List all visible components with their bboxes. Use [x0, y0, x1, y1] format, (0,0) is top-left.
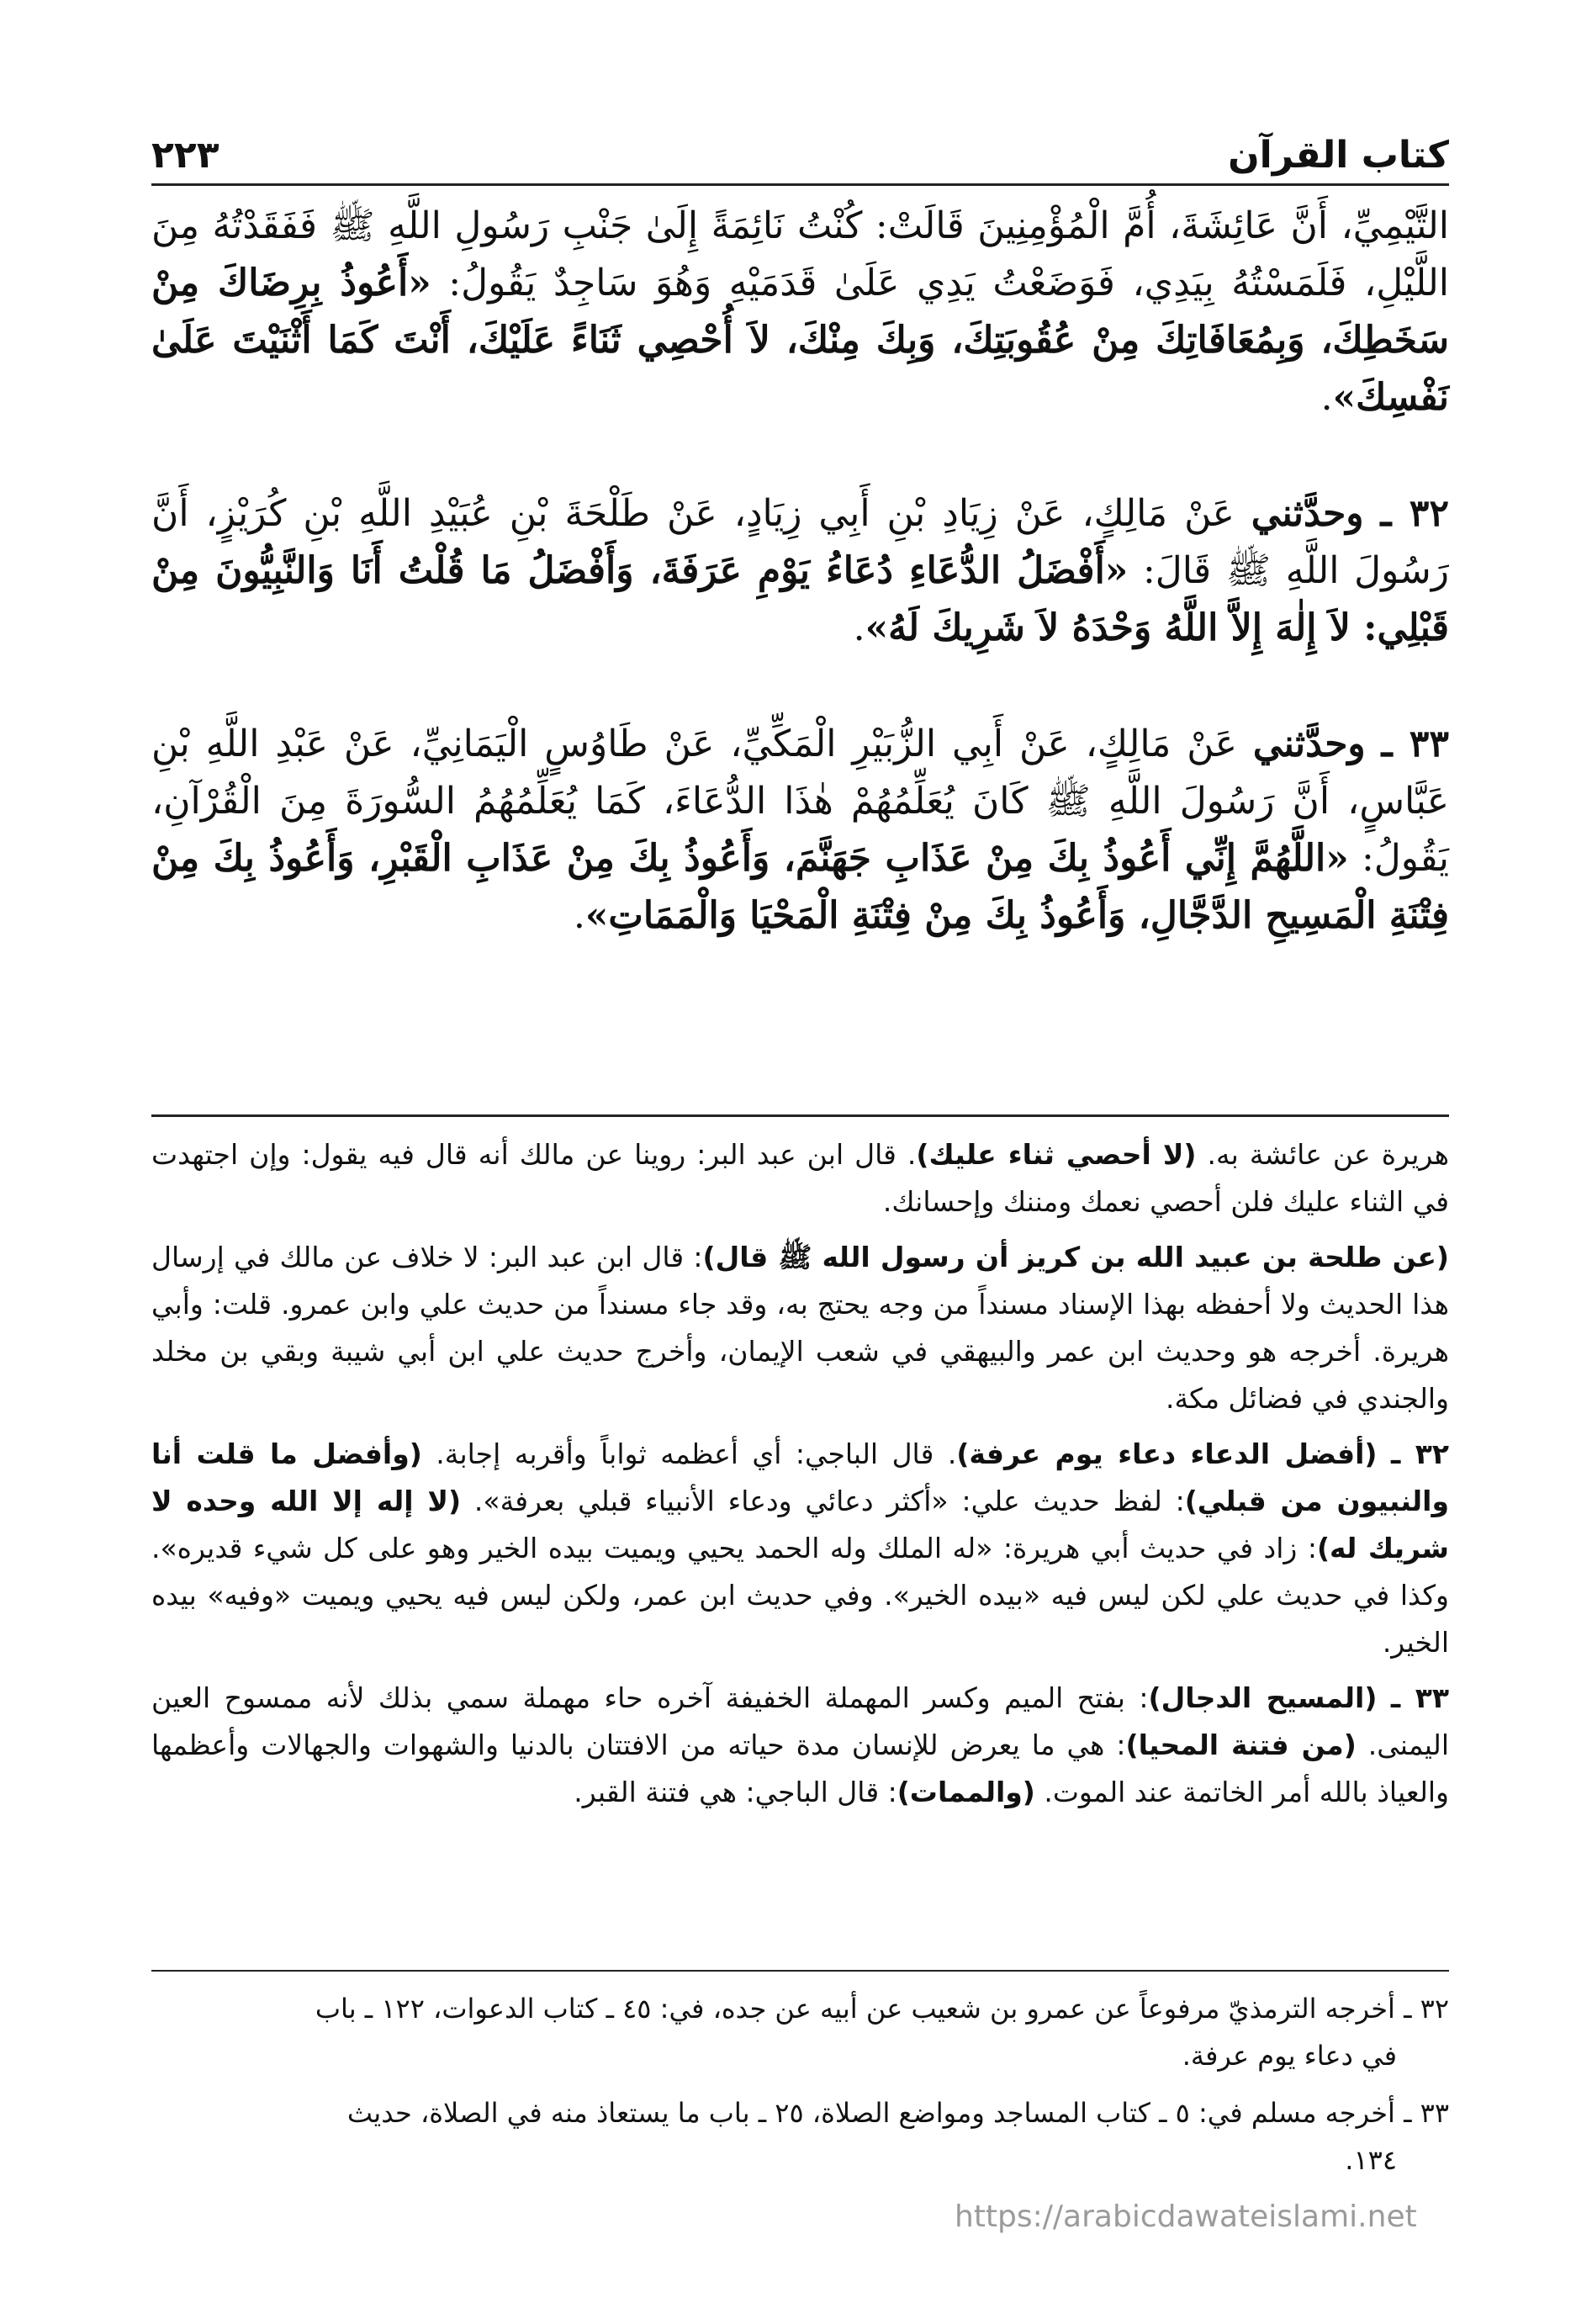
commentary-rule: [151, 1114, 1449, 1117]
hadith-paragraph: التَّيْمِيِّ، أَنَّ عَائِشَةَ، أُمَّ الْمُؤْمِنِينَ قَالَتْ: كُنْتُ نَائِمَةً إِلَىٰ جَنْبِ رَسُولِ اللَّهِ ﷺ فَفَقَدْتُهُ مِنَ اللَّيْلِ، فَلَمَسْتُهُ بِيَدِي، فَوَضَعْتُ يَدِي عَلَىٰ قَدَمَيْهِ وَهُوَ سَاجِدٌ يَقُولُ: «أَعُوذُ بِرِضَاكَ مِنْ سَخَطِكَ، وَبِمُعَافَاتِكَ مِنْ عُقُوبَتِكَ، وَبِكَ مِنْكَ، لاَ أُحْصِي ثَنَاءً عَلَيْكَ، أَنْتَ كَمَا أَثْنَيْتَ عَلَىٰ نَفْسِكَ».: [151, 204, 1450, 419]
commentary-paragraph: ٣٣ ـ (المسيح الدجال): بفتح الميم وكسر المهملة الخفيفة آخره حاء مهملة سمي بذلك لأنه ممسوح العين اليمنى. (من فتنة المحيا): هي ما يعرض للإنسان مدة حياته من الافتتان بالدنيا والشهوات والجهالات وأعظمها والعياذ بالله أمر الخاتمة عند الموت. (والممات): قال الباجي: هي فتنة القبر.: [151, 1681, 1449, 1808]
watermark-url: https://arabicdawateislami.net: [955, 2200, 1417, 2234]
running-title: كتاب القرآن: [1228, 134, 1449, 177]
footnote-rule: [151, 1970, 1449, 1972]
footnote: ٣٣ ـ أخرجه مسلم في: ٥ ـ كتاب المساجد ومواضع الصلاة، ٢٥ ـ باب ما يستعاذ منه في الصلاة، حديث ١٣٤.: [346, 2097, 1449, 2176]
hadith-paragraph: ٣٢ ـ وحدَّثني عَنْ مَالِكٍ، عَنْ زِيَادِ بْنِ أَبِي زِيَادٍ، عَنْ طَلْحَةَ بْنِ عُبَيْدِ اللَّهِ بْنِ كُرَيْزٍ، أَنَّ رَسُولَ اللَّهِ ﷺ قَالَ: «أَفْضَلُ الدُّعَاءِ دُعَاءُ يَوْمِ عَرَفَةَ، وَأَفْضَلُ مَا قُلْتُ أَنَا وَالنَّبِيُّونَ مِنْ قَبْلِي: لاَ إِلٰهَ إِلاَّ اللَّهُ وَحْدَهُ لاَ شَرِيكَ لَهُ».: [151, 492, 1449, 649]
commentary-paragraph: ٣٢ ـ (أفضل الدعاء دعاء يوم عرفة). قال الباجي: أي أعظمه ثواباً وأقربه إجابة. (وأفضل ما قلت أنا والنبيون من قبلي): لفظ حديث علي: «أكثر دعائي ودعاء الأنبياء قبلي بعرفة». (لا إله إلا الله وحده لا شريك له): زاد في حديث أبي هريرة: «له الملك وله الحمد يحيي ويميت بيده الخير وهو على كل شيء قديره». وكذا في حديث علي لكن ليس فيه «بيده الخير». وفي حديث ابن عمر، ولكن ليس فيه يحيي ويميت «وفيه» بيده الخير.: [151, 1437, 1450, 1659]
footnotes: [151, 1985, 1449, 2194]
dua-quote: «أَعُوذُ بِرِضَاكَ مِنْ سَخَطِكَ، وَبِمُعَافَاتِكَ مِنْ عُقُوبَتِكَ، وَبِكَ مِنْكَ، لاَ أُحْصِي ثَنَاءً عَلَيْكَ، أَنْتَ كَمَا أَثْنَيْتَ عَلَىٰ نَفْسِكَ»: [151, 262, 1449, 419]
commentary: [151, 1131, 1449, 1824]
hadith-number: ٣٢ ـ: [1380, 492, 1449, 535]
commentary-paragraph: هريرة عن عائشة به. (لا أحصي ثناء عليك). قال ابن عبد البر: روينا عن مالك أنه قال فيه يقول: وإن اجتهدت في الثناء عليك فلن أحصي نعمك ومننك وإحسانك.: [151, 1138, 1449, 1218]
page-number: ٢٢٣: [151, 134, 219, 177]
header-rule: [151, 183, 1449, 186]
footnote: ٣٢ ـ أخرجه الترمذيّ مرفوعاً عن عمرو بن شعيب عن أبيه عن جده، في: ٤٥ ـ كتاب الدعوات، ١٢٢ ـ باب في دعاء يوم عرفة.: [315, 1993, 1449, 2072]
page-header: [151, 101, 1449, 177]
hadith-paragraph: ٣٣ ـ وحدَّثني عَنْ مَالِكٍ، عَنْ أَبِي الزُّبَيْرِ الْمَكِّيِّ، عَنْ طَاوُسٍ الْيَمَانِيِّ، عَنْ عَبْدِ اللَّهِ بْنِ عَبَّاسٍ، أَنَّ رَسُولَ اللَّهِ ﷺ كَانَ يُعَلِّمُهُمْ هٰذَا الدُّعَاءَ، كَمَا يُعَلِّمُهُمُ السُّورَةَ مِنَ الْقُرْآنِ، يَقُولُ: «اللَّهُمَّ إِنِّي أَعُوذُ بِكَ مِنْ عَذَابِ جَهَنَّمَ، وَأَعُوذُ بِكَ مِنْ عَذَابِ الْقَبْرِ، وَأَعُوذُ بِكَ مِنْ فِتْنَةِ الْمَسِيحِ الدَّجَّالِ، وَأَعُوذُ بِكَ مِنْ فِتْنَةِ الْمَحْيَا وَالْمَمَاتِ».: [151, 723, 1449, 937]
commentary-paragraph: (عن طلحة بن عبيد الله بن كريز أن رسول الله ﷺ قال): قال ابن عبد البر: لا خلاف عن مالك في إرسال هذا الحديث ولا أحفظه بهذا الإسناد مسنداً من وجه يحتج به، وقد جاء مسنداً من حديث علي وابن عمرو. قلت: وأبي هريرة. أخرجه هو وحديث ابن عمر والبيهقي في شعب الإيمان، وأخرج حديث علي ابن أبي شيبة وبقي بن مخلد والجندي في فضائل مكة.: [151, 1241, 1450, 1415]
hadith-text: [151, 198, 1449, 1003]
dua-quote: «أَفْضَلُ الدُّعَاءِ دُعَاءُ يَوْمِ عَرَفَةَ، وَأَفْضَلُ مَا قُلْتُ أَنَا وَالنَّبِيُّونَ مِنْ قَبْلِي: لاَ إِلٰهَ إِلاَّ اللَّهُ وَحْدَهُ لاَ شَرِيكَ لَهُ»: [151, 549, 1449, 649]
book-page: [151, 101, 1449, 2324]
hadith-number: ٣٣ ـ: [1381, 723, 1449, 765]
dua-quote: «اللَّهُمَّ إِنِّي أَعُوذُ بِكَ مِنْ عَذَابِ جَهَنَّمَ، وَأَعُوذُ بِكَ مِنْ عَذَابِ الْقَبْرِ، وَأَعُوذُ بِكَ مِنْ فِتْنَةِ الْمَسِيحِ الدَّجَّالِ، وَأَعُوذُ بِكَ مِنْ فِتْنَةِ الْمَحْيَا وَالْمَمَاتِ»: [151, 837, 1449, 937]
